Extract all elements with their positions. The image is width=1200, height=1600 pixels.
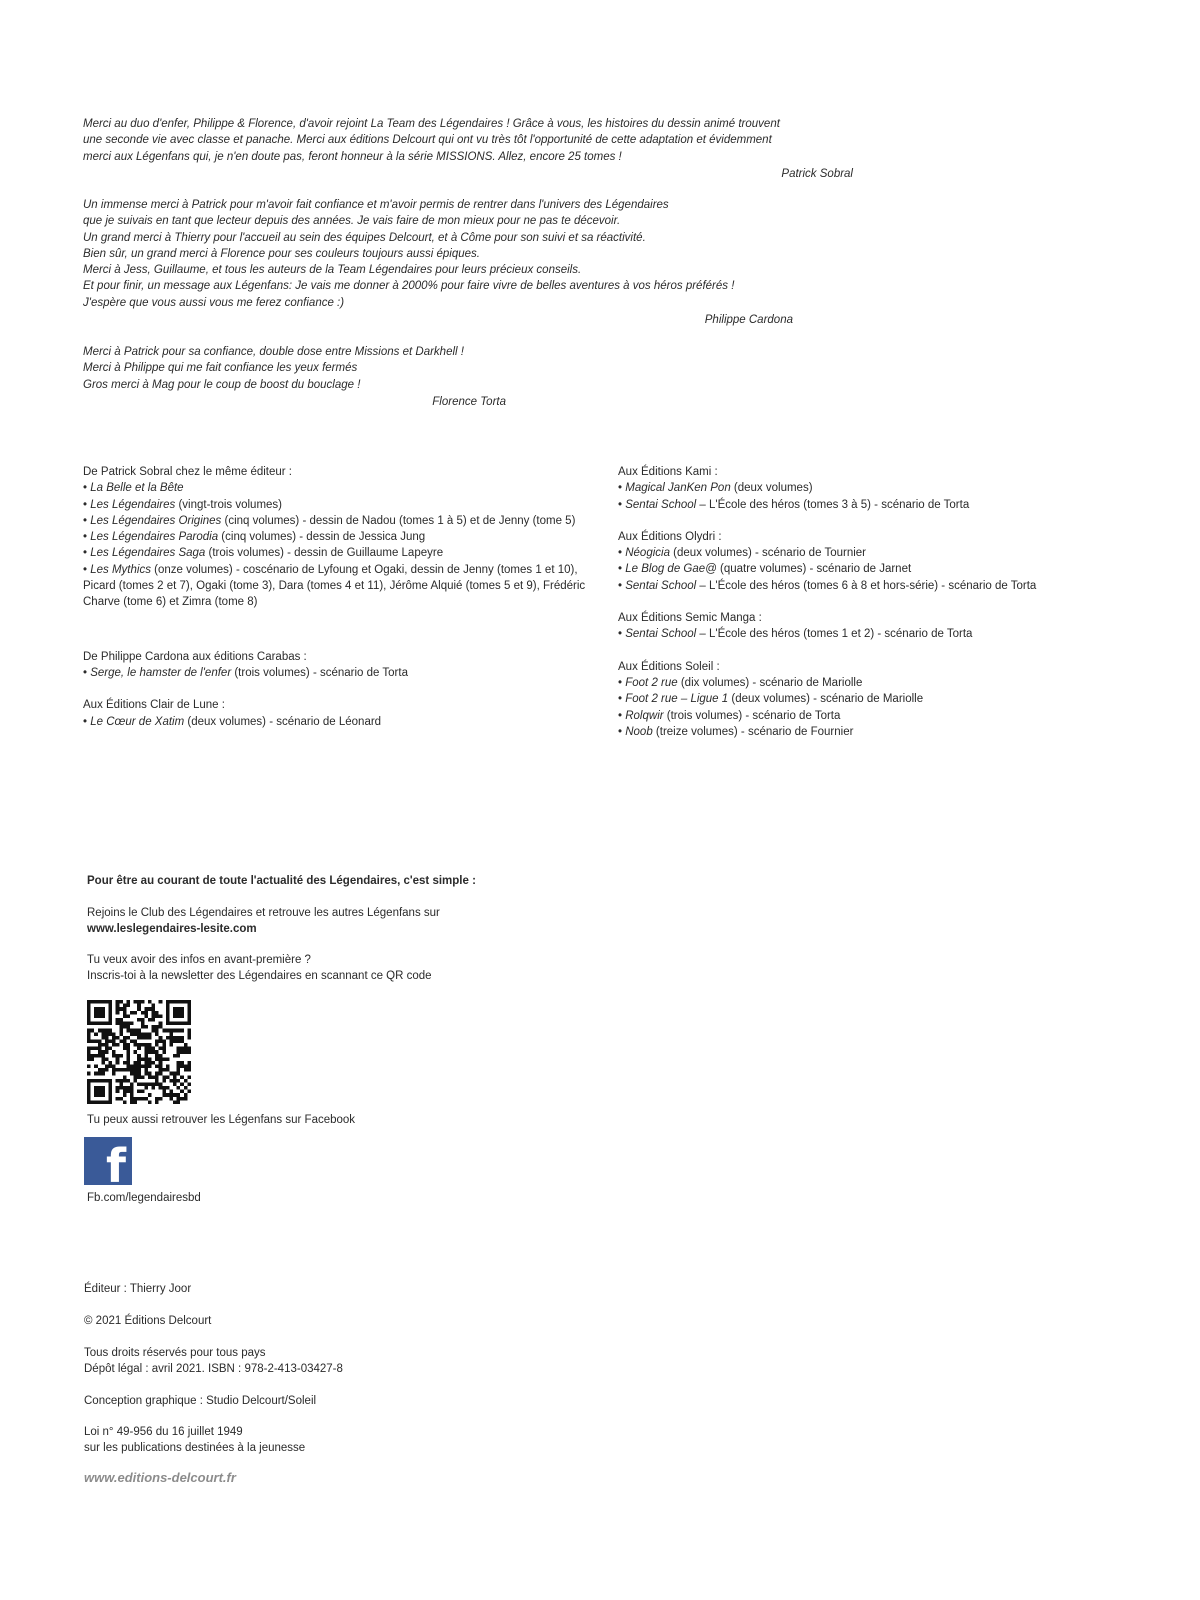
bibliography-item: • Néogicia (deux volumes) - scénario de Tournier bbox=[618, 547, 867, 560]
copyright-text: © 2021 Éditions Delcourt bbox=[84, 1315, 212, 1327]
bibliography-item: • Le Cœur de Xatim (deux volumes) - scénario de Léonard bbox=[83, 715, 382, 728]
work-title: Foot 2 rue – Ligue 1 bbox=[625, 693, 729, 706]
newsletter-qr-code[interactable] bbox=[87, 1000, 191, 1104]
work-details: (deux volumes) - scénario de Tournier bbox=[669, 547, 867, 560]
bibliography-block bbox=[618, 464, 1138, 513]
work-title: Sentai School bbox=[625, 579, 697, 592]
work-details: (cinq volumes) - dessin de Jessica Jung bbox=[218, 531, 426, 544]
info-section-heading bbox=[87, 873, 476, 889]
bibliography-heading: Aux Éditions Kami : bbox=[618, 466, 718, 478]
work-title: Les Légendaires Parodia bbox=[90, 531, 219, 544]
law-text-1: Loi n° 49-956 du 16 juillet 1949 bbox=[84, 1426, 243, 1438]
work-title: La Belle et la Bête bbox=[90, 482, 184, 495]
work-details: (cinq volumes) - dessin de Nadou (tomes 1 à 5) et de Jenny (tome 5) bbox=[221, 514, 576, 527]
work-details: (trois volumes) - dessin de Guillaume Lapeyre bbox=[205, 547, 444, 560]
work-details: (deux volumes) - scénario de Mariolle bbox=[728, 693, 924, 706]
bibliography-item: • Foot 2 rue (dix volumes) - scénario de Mariolle bbox=[618, 676, 863, 689]
bibliography-item: • La Belle et la Bête bbox=[83, 482, 184, 495]
thanks-line: merci aux Légenfans qui, je n'en doute pas, feront honneur à la série MISSIONS. Allez, encore 25 tomes ! bbox=[83, 150, 622, 163]
work-details: (deux volumes) bbox=[730, 482, 813, 495]
work-title: Sentai School bbox=[625, 498, 697, 511]
legal-rights bbox=[84, 1345, 343, 1378]
work-title: Serge, le hamster de l'enfer bbox=[90, 666, 232, 679]
work-title: Foot 2 rue bbox=[625, 676, 678, 689]
work-details: (trois volumes) - scénario de Torta bbox=[663, 709, 841, 722]
bibliography-block bbox=[83, 464, 601, 611]
facebook-info bbox=[87, 1112, 355, 1128]
work-title: Sentai School bbox=[625, 628, 697, 641]
work-title: Les Mythics bbox=[90, 563, 151, 576]
bibliography-item: • Les Légendaires Saga (trois volumes) - dessin de Guillaume Lapeyre bbox=[83, 547, 444, 560]
work-details: (deux volumes) - scénario de Léonard bbox=[184, 715, 382, 728]
isbn-text: Dépôt légal : avril 2021. ISBN : 978-2-413-03427-8 bbox=[84, 1363, 343, 1376]
bibliography-item: • Serge, le hamster de l'enfer (trois volumes) - scénario de Torta bbox=[83, 666, 408, 679]
bibliography-item: • Les Mythics (onze volumes) - coscénario de Lyfoung et Ogaki, dessin de Jenny (tomes 1 et 10), Picard (tomes 2 et 7), Ogaki (tome 3), Dara (tomes 4 et 11), Jérôme Alquié (tomes 5 et 9), Frédéric Charve (tome 6) et Zimra (tome 8) bbox=[83, 563, 586, 609]
work-details: – L'École des héros (tomes 1 et 2) - scénario de Torta bbox=[696, 628, 973, 641]
bibliography-heading: Aux Éditions Semic Manga : bbox=[618, 612, 762, 625]
thanks-philippe-cardona bbox=[83, 197, 793, 328]
facebook-url-container bbox=[87, 1190, 201, 1206]
thanks-line: Gros merci à Mag pour le coup de boost du bouclage ! bbox=[83, 378, 361, 391]
bibliography-heading: Aux Éditions Olydri : bbox=[618, 530, 722, 543]
bibliography-item: • Foot 2 rue – Ligue 1 (deux volumes) - scénario de Mariolle bbox=[618, 693, 924, 706]
thanks-line: Merci à Philippe qui me fait confiance les yeux fermés bbox=[83, 362, 358, 375]
work-title: Les Légendaires bbox=[90, 498, 176, 511]
work-title: Le Blog de Gae@ bbox=[625, 563, 717, 576]
work-details: (quatre volumes) - scénario de Jarnet bbox=[716, 563, 912, 576]
newsletter-text-2: Inscris-toi à la newsletter des Légendaires en scannant ce QR code bbox=[87, 970, 432, 983]
legal-copyright bbox=[84, 1313, 211, 1329]
bibliography-heading: De Patrick Sobral chez le même éditeur : bbox=[83, 466, 293, 478]
bibliography-heading: Aux Éditions Soleil : bbox=[618, 660, 720, 673]
facebook-f-glyph: f bbox=[105, 1139, 126, 1193]
bibliography-item: • Noob (treize volumes) - scénario de Fournier bbox=[618, 725, 854, 738]
work-details: (trois volumes) - scénario de Torta bbox=[231, 666, 408, 679]
bibliography-block bbox=[618, 529, 1138, 594]
bibliography-block bbox=[618, 659, 1138, 740]
editor-text: Éditeur : Thierry Joor bbox=[84, 1283, 192, 1295]
info-heading-text: Pour être au courant de toute l'actualité des Légendaires, c'est simple : bbox=[87, 875, 476, 887]
thanks-line: Merci à Jess, Guillaume, et tous les auteurs de la Team Légendaires pour leurs précieux conseils. bbox=[83, 264, 582, 277]
club-text: Rejoins le Club des Légendaires et retrouve les autres Légenfans sur bbox=[87, 907, 440, 919]
thanks-signature: Patrick Sobral bbox=[781, 167, 853, 180]
publisher-website-link[interactable]: www.editions-delcourt.fr bbox=[84, 1470, 236, 1485]
thanks-line: J'espère que vous aussi vous me ferez confiance :) bbox=[83, 296, 345, 309]
work-title: Rolqwir bbox=[625, 709, 664, 722]
thanks-line: Un grand merci à Thierry pour l'accueil au sein des équipes Delcourt, et à Côme pour son suivi et sa réactivité. bbox=[83, 231, 646, 244]
thanks-line: Un immense merci à Patrick pour m'avoir fait confiance et m'avoir permis de rentrer dans l'univers des Légendaires bbox=[83, 199, 669, 211]
thanks-line: que je suivais en tant que lecteur depuis des années. Je vais faire de mon mieux pour ne pas te décevoir. bbox=[83, 215, 621, 228]
rights-text: Tous droits réservés pour tous pays bbox=[84, 1347, 266, 1359]
bibliography-heading: Aux Éditions Clair de Lune : bbox=[83, 699, 225, 712]
work-details: – L'École des héros (tomes 6 à 8 et hors-série) - scénario de Torta bbox=[696, 579, 1037, 592]
thanks-line: Et pour finir, un message aux Légenfans: Je vais me donner à 2000% pour faire vivre de belles aventures à vos héros préférés ! bbox=[83, 280, 735, 293]
work-title: Les Légendaires Origines bbox=[90, 514, 222, 527]
work-details: (vingt-trois volumes) bbox=[175, 498, 282, 511]
thanks-line: Bien sûr, un grand merci à Florence pour ses couleurs toujours aussi épiques. bbox=[83, 247, 480, 260]
qr-modules bbox=[87, 1000, 191, 1104]
work-details: (treize volumes) - scénario de Fournier bbox=[652, 725, 854, 738]
bibliography-right-column bbox=[618, 464, 1138, 756]
thanks-line: une seconde vie avec classe et panache. Merci aux éditions Delcourt qui ont vu très tôt l'opportunité de cette adaptation et évidemment bbox=[83, 134, 772, 147]
bibliography-heading: De Philippe Cardona aux éditions Carabas : bbox=[83, 650, 307, 663]
legal-law bbox=[84, 1424, 305, 1457]
bibliography-block bbox=[83, 697, 601, 730]
bibliography-item: • Magical JanKen Pon (deux volumes) bbox=[618, 482, 813, 495]
work-details: – L'École des héros (tomes 3 à 5) - scénario de Torta bbox=[696, 498, 970, 511]
thanks-line: Merci à Patrick pour sa confiance, double dose entre Missions et Darkhell ! bbox=[83, 346, 464, 358]
bibliography-item: • Sentai School – L'École des héros (tomes 3 à 5) - scénario de Torta bbox=[618, 498, 970, 511]
thanks-patrick-sobral bbox=[83, 116, 853, 182]
law-text-2: sur les publications destinées à la jeunesse bbox=[84, 1442, 306, 1455]
bibliography-item: • Sentai School – L'École des héros (tomes 1 et 2) - scénario de Torta bbox=[618, 628, 973, 641]
legal-conception bbox=[84, 1393, 316, 1409]
work-title: Noob bbox=[625, 725, 653, 738]
newsletter-info bbox=[87, 952, 432, 985]
work-details: (dix volumes) - scénario de Mariolle bbox=[677, 676, 863, 689]
bibliography-item: • Sentai School – L'École des héros (tomes 6 à 8 et hors-série) - scénario de Torta bbox=[618, 579, 1037, 592]
thanks-florence-torta bbox=[83, 344, 506, 410]
work-details: (onze volumes) - coscénario de Lyfoung et Ogaki, dessin de Jenny (tomes 1 et 10), Picard (tomes 2 et 7), Ogaki (tome 3), Dara (tomes 4 et 11), Jérôme Alquié (tomes 5 et 9), Frédéric Charve (tome 6) et Zimra (tome 8) bbox=[83, 563, 586, 609]
facebook-text: Tu peux aussi retrouver les Légenfans sur Facebook bbox=[87, 1114, 356, 1126]
bibliography-item: • Le Blog de Gae@ (quatre volumes) - scénario de Jarnet bbox=[618, 563, 912, 576]
club-website-link[interactable]: www.leslegendaires-lesite.com bbox=[87, 923, 257, 936]
bibliography-item: • Les Légendaires (vingt-trois volumes) bbox=[83, 498, 282, 511]
thanks-line: Merci au duo d'enfer, Philippe & Florence, d'avoir rejoint La Team des Légendaires ! Grâce à vous, les histoires du dessin animé trouvent bbox=[83, 118, 780, 130]
newsletter-text-1: Tu veux avoir des infos en avant-première ? bbox=[87, 954, 311, 966]
thanks-signature: Philippe Cardona bbox=[704, 314, 793, 327]
thanks-signature: Florence Torta bbox=[432, 395, 506, 408]
conception-text: Conception graphique : Studio Delcourt/Soleil bbox=[84, 1395, 317, 1407]
work-title: Les Légendaires Saga bbox=[90, 547, 206, 560]
bibliography-block bbox=[618, 610, 1138, 643]
bibliography-left-column bbox=[83, 464, 601, 746]
bibliography-item: • Les Légendaires Origines (cinq volumes) - dessin de Nadou (tomes 1 à 5) et de Jenny (tome 5) bbox=[83, 514, 576, 527]
work-title: Néogicia bbox=[625, 547, 670, 560]
bibliography-block bbox=[83, 649, 601, 682]
work-title: Magical JanKen Pon bbox=[625, 482, 731, 495]
bibliography-item: • Rolqwir (trois volumes) - scénario de Torta bbox=[618, 709, 841, 722]
club-info bbox=[87, 905, 440, 938]
legal-editor bbox=[84, 1281, 191, 1297]
facebook-icon[interactable] bbox=[84, 1137, 132, 1193]
work-title: Le Cœur de Xatim bbox=[90, 715, 185, 728]
facebook-url-link[interactable]: Fb.com/legendairesbd bbox=[87, 1192, 201, 1204]
bibliography-item: • Les Légendaires Parodia (cinq volumes) - dessin de Jessica Jung bbox=[83, 531, 426, 544]
